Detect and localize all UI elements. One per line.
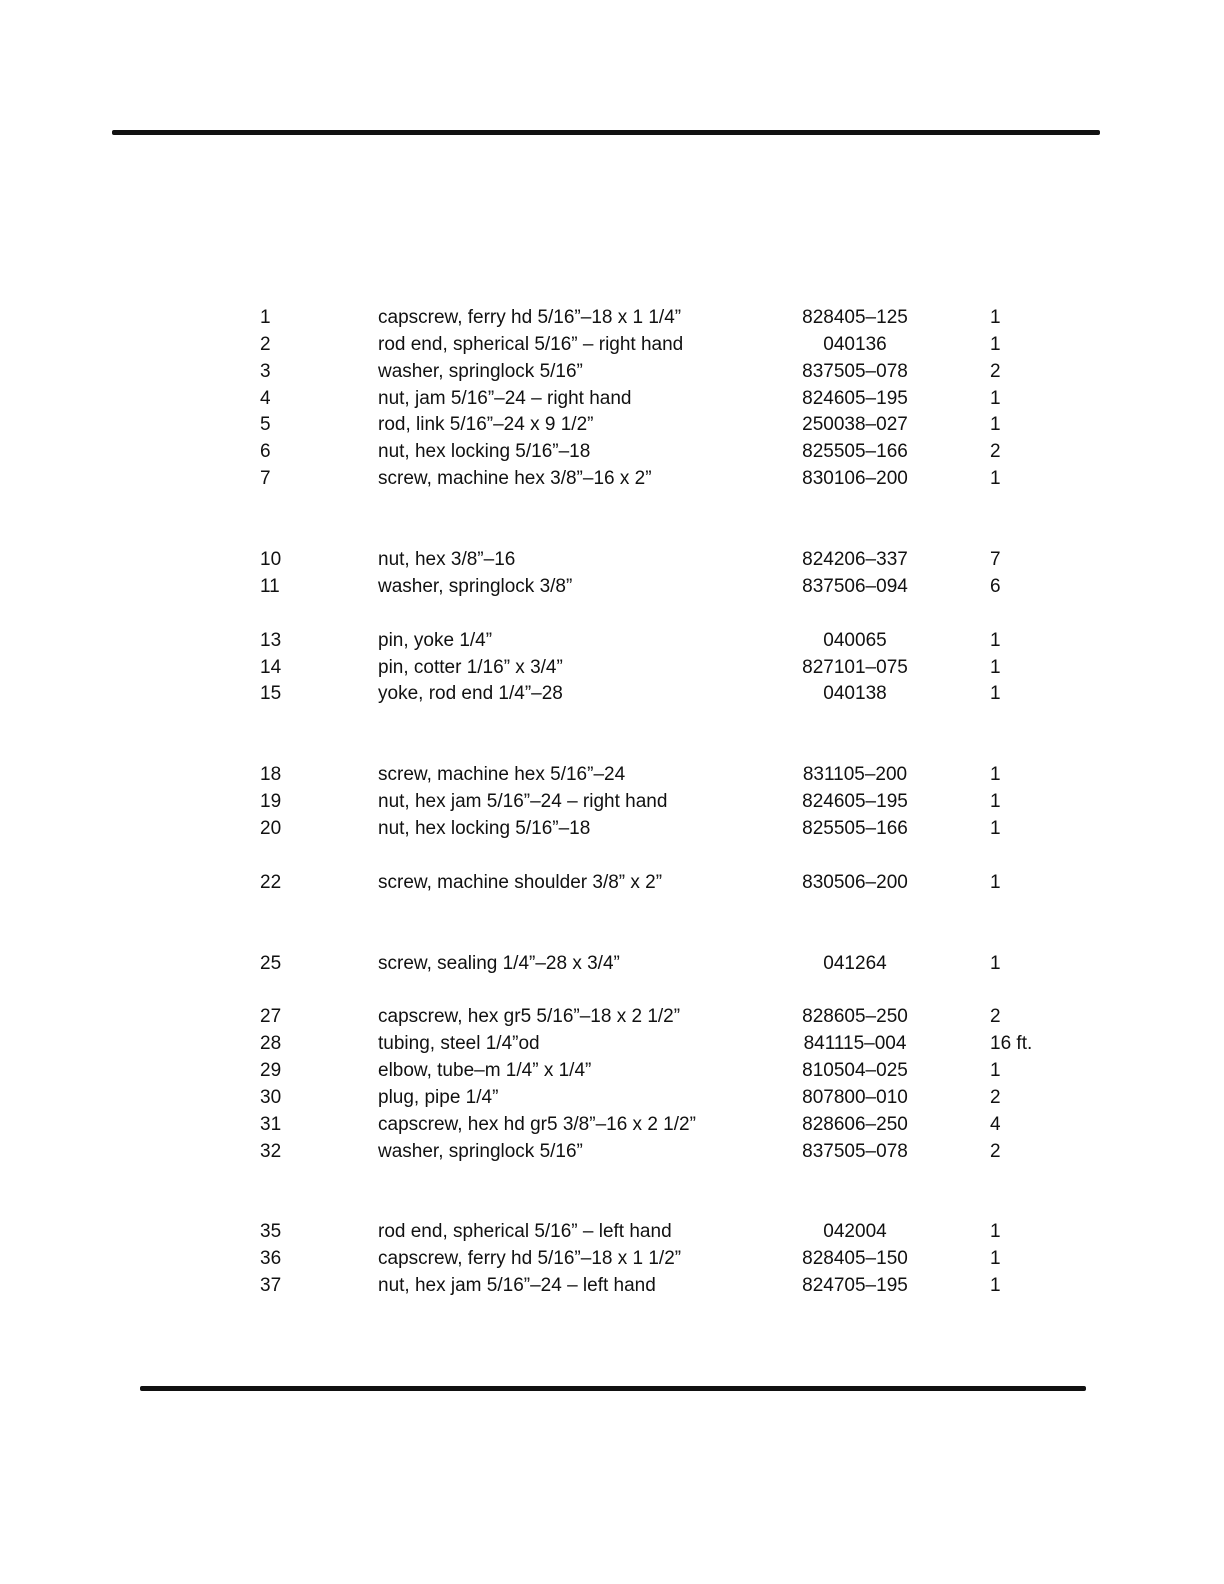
part-number: 250038–027 <box>802 414 908 435</box>
item-number: 22 <box>260 872 282 893</box>
quantity: 2 <box>990 1087 1001 1108</box>
quantity: 2 <box>990 441 1001 462</box>
parts-row <box>0 359 1224 385</box>
parts-row <box>0 1004 1224 1030</box>
parts-row <box>0 574 1224 600</box>
item-number: 25 <box>260 953 282 974</box>
parts-row <box>0 655 1224 681</box>
quantity: 1 <box>990 388 1001 409</box>
part-description: nut, jam 5/16”–24 – right hand <box>378 388 632 409</box>
quantity: 1 <box>990 630 1001 651</box>
parts-row <box>0 386 1224 412</box>
item-number: 15 <box>260 683 282 704</box>
item-number: 32 <box>260 1141 282 1162</box>
quantity: 2 <box>990 1141 1001 1162</box>
item-number: 29 <box>260 1060 282 1081</box>
part-number: 825505–166 <box>802 441 908 462</box>
quantity: 1 <box>990 468 1001 489</box>
quantity: 1 <box>990 683 1001 704</box>
part-number: 040138 <box>823 683 887 704</box>
item-number: 13 <box>260 630 282 651</box>
item-number: 10 <box>260 549 282 570</box>
part-number: 831105–200 <box>802 764 908 785</box>
quantity: 2 <box>990 1006 1001 1027</box>
part-description: nut, hex locking 5/16”–18 <box>378 818 591 839</box>
bottom-rule <box>140 1386 1086 1391</box>
part-description: rod, link 5/16”–24 x 9 1/2” <box>378 414 594 435</box>
parts-row <box>0 789 1224 815</box>
quantity: 1 <box>990 1060 1001 1081</box>
item-number: 3 <box>260 361 271 382</box>
part-description: pin, yoke 1/4” <box>378 630 493 651</box>
part-number: 040136 <box>823 334 887 355</box>
parts-row <box>0 412 1224 438</box>
part-description: capscrew, ferry hd 5/16”–18 x 1 1/4” <box>378 307 682 328</box>
item-number: 7 <box>260 468 271 489</box>
item-number: 18 <box>260 764 282 785</box>
parts-row <box>0 870 1224 896</box>
part-description: yoke, rod end 1/4”–28 <box>378 683 563 704</box>
quantity: 1 <box>990 764 1001 785</box>
item-number: 36 <box>260 1248 282 1269</box>
item-number: 11 <box>260 576 280 597</box>
parts-row <box>0 1085 1224 1111</box>
quantity: 1 <box>990 953 1001 974</box>
parts-row <box>0 951 1224 977</box>
part-number: 827101–075 <box>802 657 908 678</box>
part-description: capscrew, ferry hd 5/16”–18 x 1 1/2” <box>378 1248 682 1269</box>
item-number: 5 <box>260 414 271 435</box>
part-number: 837505–078 <box>802 1141 908 1162</box>
part-description: nut, hex locking 5/16”–18 <box>378 441 591 462</box>
part-number: 828606–250 <box>802 1114 908 1135</box>
quantity: 1 <box>990 791 1001 812</box>
parts-row <box>0 762 1224 788</box>
parts-row <box>0 1273 1224 1299</box>
quantity: 1 <box>990 818 1001 839</box>
part-description: screw, machine hex 5/16”–24 <box>378 764 626 785</box>
part-description: capscrew, hex gr5 5/16”–18 x 2 1/2” <box>378 1006 681 1027</box>
parts-row <box>0 816 1224 842</box>
part-description: washer, springlock 5/16” <box>378 1141 583 1162</box>
part-number: 837505–078 <box>802 361 908 382</box>
quantity: 4 <box>990 1114 1001 1135</box>
part-number: 825505–166 <box>802 818 908 839</box>
part-description: nut, hex 3/8”–16 <box>378 549 516 570</box>
part-number: 828405–150 <box>802 1248 908 1269</box>
quantity: 1 <box>990 872 1001 893</box>
part-number: 830506–200 <box>802 872 908 893</box>
part-description: nut, hex jam 5/16”–24 – right hand <box>378 791 668 812</box>
part-number: 828605–250 <box>802 1006 908 1027</box>
parts-row <box>0 1112 1224 1138</box>
item-number: 20 <box>260 818 282 839</box>
item-number: 2 <box>260 334 271 355</box>
part-number: 810504–025 <box>802 1060 908 1081</box>
item-number: 31 <box>260 1114 282 1135</box>
quantity: 1 <box>990 1275 1001 1296</box>
part-number: 040065 <box>823 630 887 651</box>
part-description: nut, hex jam 5/16”–24 – left hand <box>378 1275 656 1296</box>
parts-row <box>0 1058 1224 1084</box>
part-number: 041264 <box>823 953 887 974</box>
parts-row <box>0 1246 1224 1272</box>
quantity: 1 <box>990 307 1001 328</box>
part-number: 824206–337 <box>802 549 908 570</box>
part-number: 824605–195 <box>802 388 908 409</box>
quantity: 6 <box>990 576 1001 597</box>
part-description: washer, springlock 5/16” <box>378 361 583 382</box>
part-description: rod end, spherical 5/16” – right hand <box>378 334 684 355</box>
part-number: 042004 <box>823 1221 887 1242</box>
part-number: 828405–125 <box>802 307 908 328</box>
part-description: screw, sealing 1/4”–28 x 3/4” <box>378 953 620 974</box>
item-number: 37 <box>260 1275 282 1296</box>
quantity: 1 <box>990 1248 1001 1269</box>
parts-row <box>0 628 1224 654</box>
quantity: 1 <box>990 657 1001 678</box>
parts-row <box>0 681 1224 707</box>
part-description: washer, springlock 3/8” <box>378 576 573 597</box>
quantity: 2 <box>990 361 1001 382</box>
quantity: 7 <box>990 549 1001 570</box>
item-number: 6 <box>260 441 271 462</box>
quantity: 1 <box>990 334 1001 355</box>
part-description: rod end, spherical 5/16” – left hand <box>378 1221 672 1242</box>
parts-row <box>0 305 1224 331</box>
item-number: 4 <box>260 388 271 409</box>
parts-row <box>0 439 1224 465</box>
quantity: 1 <box>990 414 1001 435</box>
item-number: 19 <box>260 791 282 812</box>
item-number: 27 <box>260 1006 282 1027</box>
item-number: 30 <box>260 1087 282 1108</box>
part-description: capscrew, hex hd gr5 3/8”–16 x 2 1/2” <box>378 1114 696 1135</box>
parts-row <box>0 547 1224 573</box>
part-number: 824605–195 <box>802 791 908 812</box>
parts-row <box>0 1031 1224 1057</box>
parts-row <box>0 1139 1224 1165</box>
item-number: 1 <box>260 307 271 328</box>
part-number: 841115–004 <box>803 1033 907 1054</box>
part-number: 830106–200 <box>802 468 908 489</box>
item-number: 28 <box>260 1033 282 1054</box>
part-description: screw, machine shoulder 3/8” x 2” <box>378 872 663 893</box>
parts-row <box>0 332 1224 358</box>
quantity: 1 <box>990 1221 1001 1242</box>
parts-row <box>0 1219 1224 1245</box>
item-number: 35 <box>260 1221 282 1242</box>
part-description: pin, cotter 1/16” x 3/4” <box>378 657 563 678</box>
part-number: 837506–094 <box>802 576 908 597</box>
item-number: 14 <box>260 657 282 678</box>
part-number: 824705–195 <box>802 1275 908 1296</box>
part-number: 807800–010 <box>802 1087 908 1108</box>
quantity: 16 ft. <box>990 1033 1033 1054</box>
part-description: tubing, steel 1/4”od <box>378 1033 540 1054</box>
part-description: elbow, tube–m 1/4” x 1/4” <box>378 1060 592 1081</box>
parts-row <box>0 466 1224 492</box>
part-description: screw, machine hex 3/8”–16 x 2” <box>378 468 652 489</box>
part-description: plug, pipe 1/4” <box>378 1087 499 1108</box>
